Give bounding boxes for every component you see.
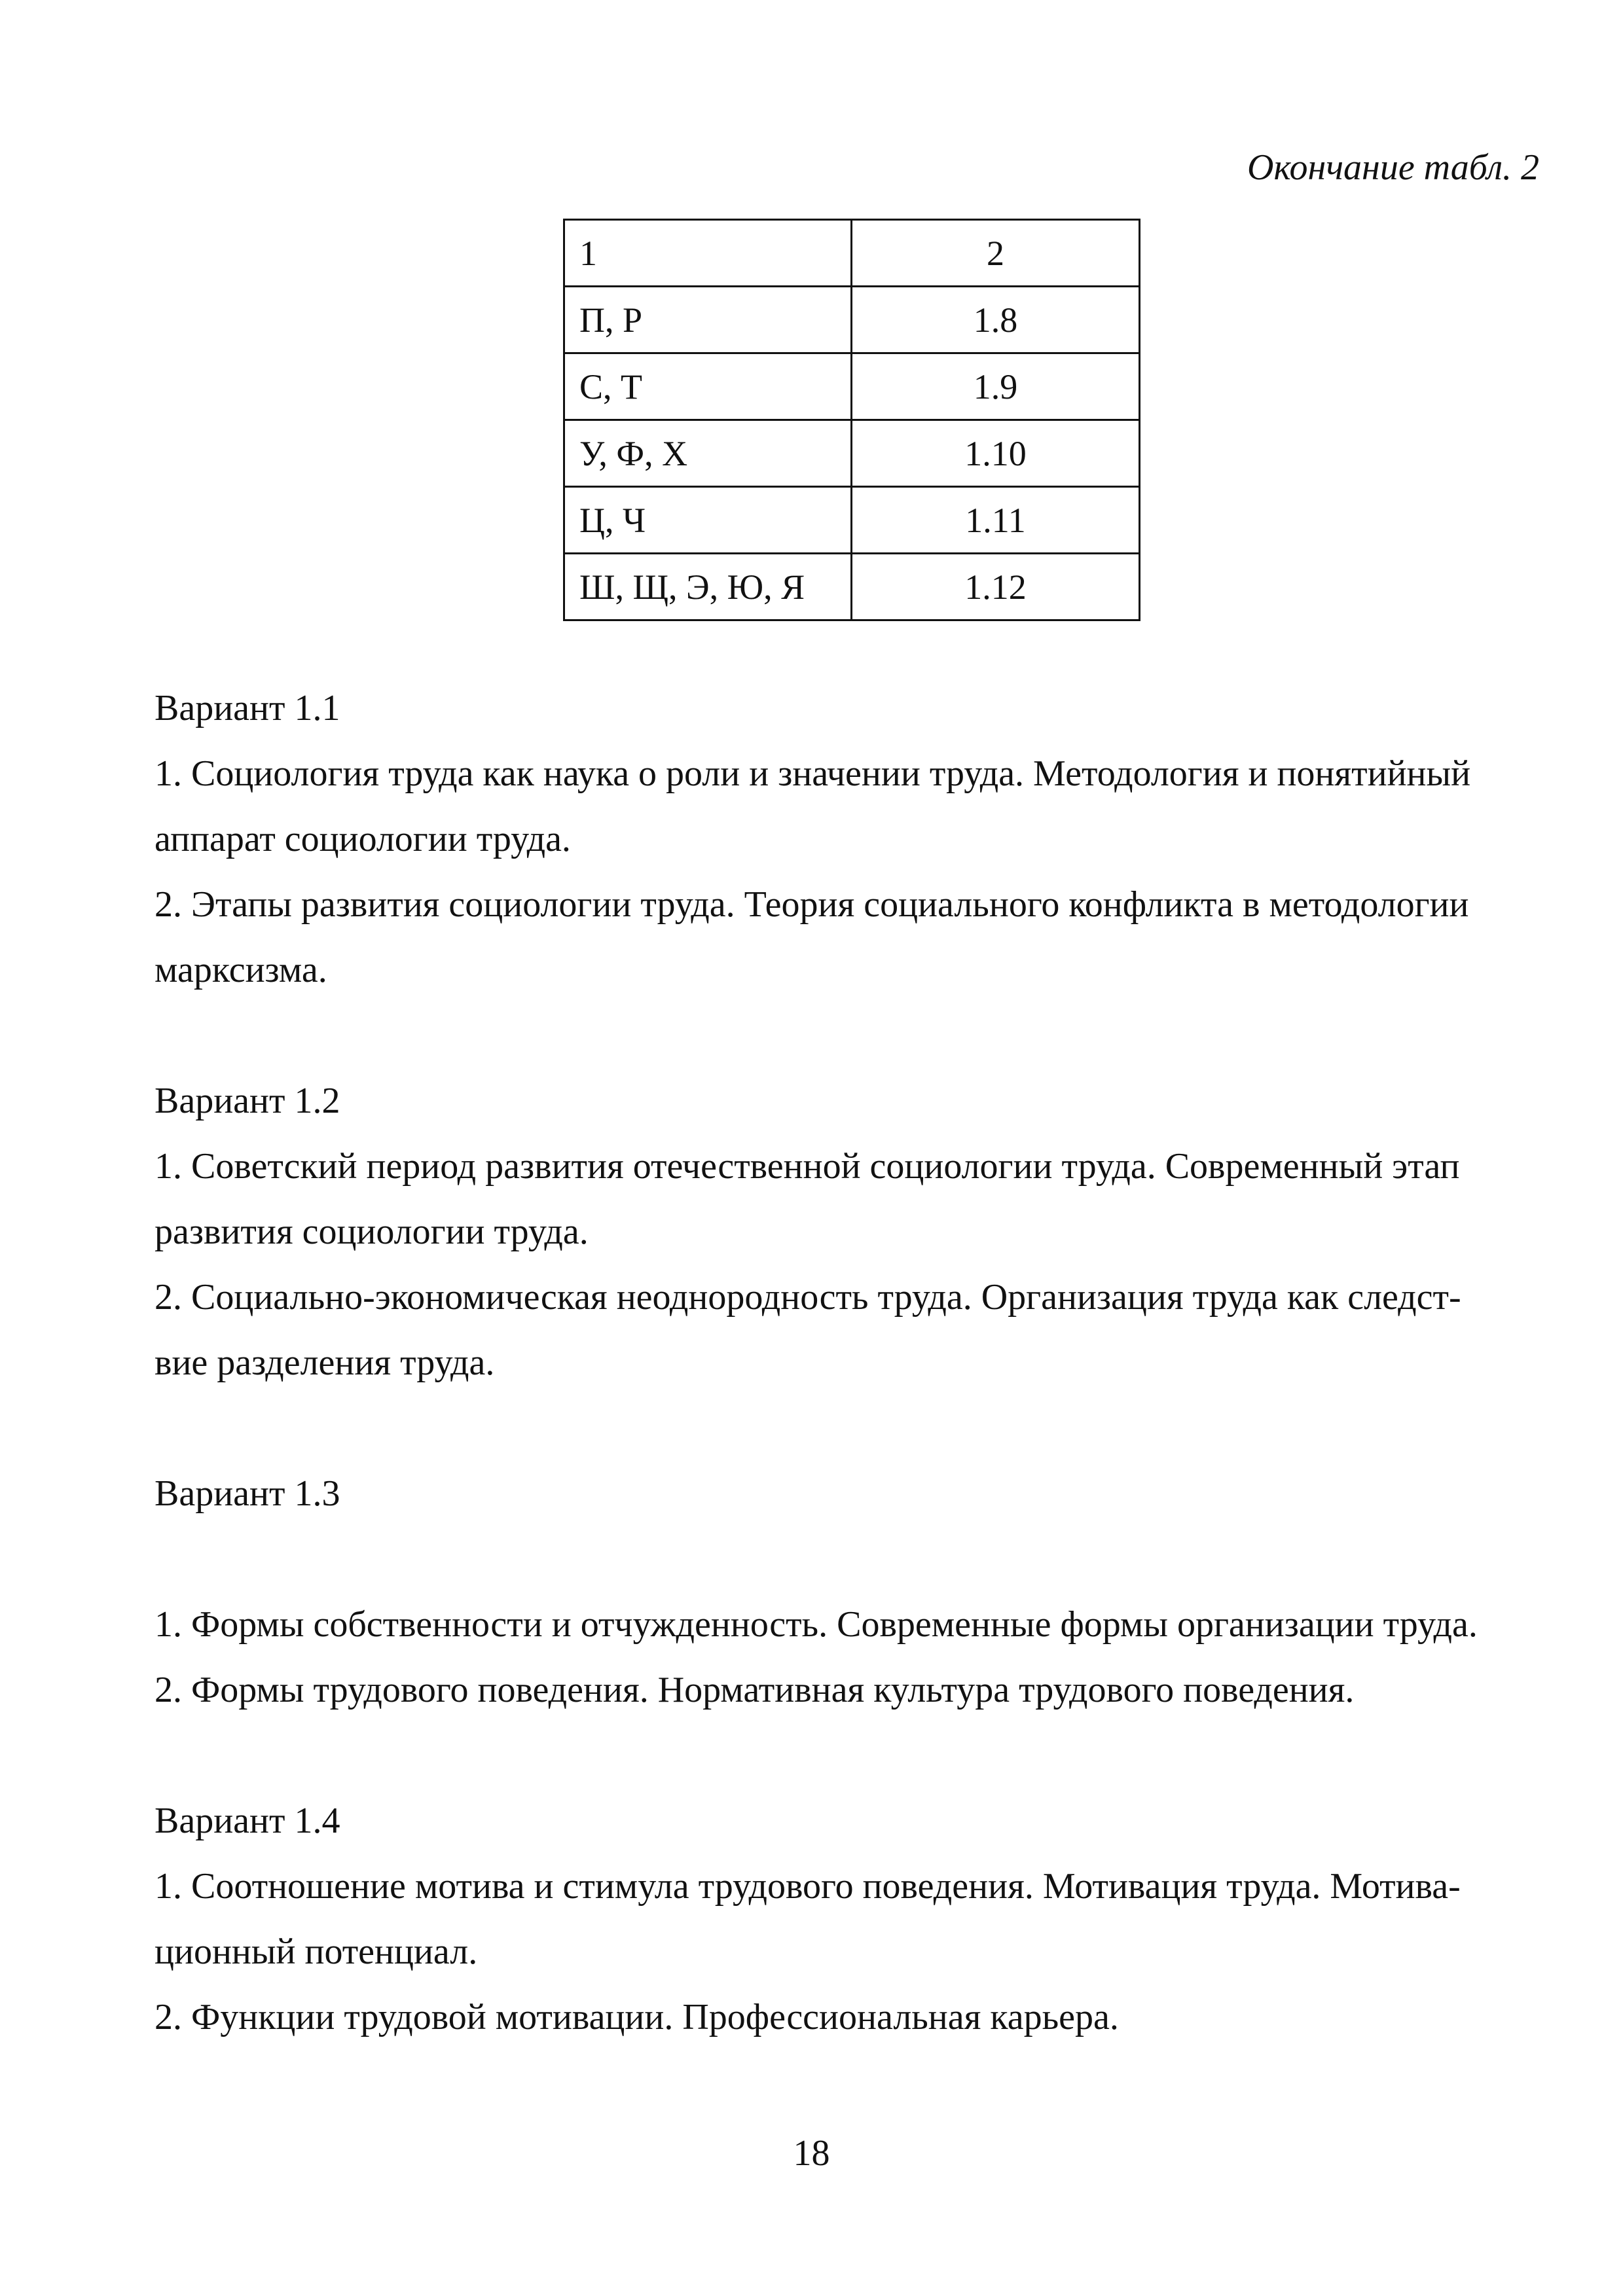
page-number: 18 (793, 2133, 830, 2174)
data-table (563, 219, 1140, 621)
table-cell: Ш, Щ, Э, Ю, Я (564, 554, 852, 620)
table-cell: Ц, Ч (564, 487, 852, 554)
table-cell: У, Ф, Х (564, 420, 852, 487)
table-cell: 1.9 (852, 353, 1140, 420)
variant-text-line: 2. Формы трудового поведения. Нормативная культура трудового поведения. (155, 1670, 1355, 1710)
table-header-row (564, 220, 1140, 287)
table-cell: С, Т (564, 353, 852, 420)
variant-title: Вариант 1.1 (155, 688, 340, 728)
table-caption: Окончание табл. 2 (1247, 147, 1539, 188)
table-cell: 1.12 (852, 554, 1140, 620)
variant-text-line: 1. Формы собственности и отчужденность. Современные формы организации труда. (155, 1604, 1478, 1645)
table-cell: 1 (564, 220, 852, 287)
variant-text-line: вие разделения труда. (155, 1342, 495, 1383)
variant-title: Вариант 1.2 (155, 1081, 340, 1121)
variant-text-line: 2. Социально-экономическая неоднородность труда. Организация труда как следст- (155, 1277, 1461, 1318)
variant-text-line: 1. Социология труда как наука о роли и значении труда. Методология и понятийный (155, 753, 1471, 794)
table-row (564, 420, 1140, 487)
variant-text-line: 1. Советский период развития отечественной социологии труда. Современный этап (155, 1146, 1460, 1187)
table-cell: 1.8 (852, 287, 1140, 353)
table-row (564, 353, 1140, 420)
table-cell: П, Р (564, 287, 852, 353)
variant-title: Вариант 1.3 (155, 1473, 340, 1514)
variant-text-line: 2. Функции трудовой мотивации. Профессиональная карьера. (155, 1997, 1119, 2037)
variant-title: Вариант 1.4 (155, 1801, 340, 1841)
variant-text-line: ционный потенциал. (155, 1931, 478, 1972)
table-cell: 1.11 (852, 487, 1140, 554)
variant-text-line: аппарат социологии труда. (155, 819, 571, 859)
table-cell: 2 (852, 220, 1140, 287)
table-row (564, 487, 1140, 554)
table-row (564, 554, 1140, 620)
variant-text-line: развития социологии труда. (155, 1211, 589, 1252)
variant-text-line: 1. Соотношение мотива и стимула трудового поведения. Мотивация труда. Мотива- (155, 1866, 1461, 1907)
variant-text-line: марксизма. (155, 950, 327, 990)
table-cell: 1.10 (852, 420, 1140, 487)
variant-text-line: 2. Этапы развития социологии труда. Теория социального конфликта в методологии (155, 884, 1469, 925)
table-row (564, 287, 1140, 353)
